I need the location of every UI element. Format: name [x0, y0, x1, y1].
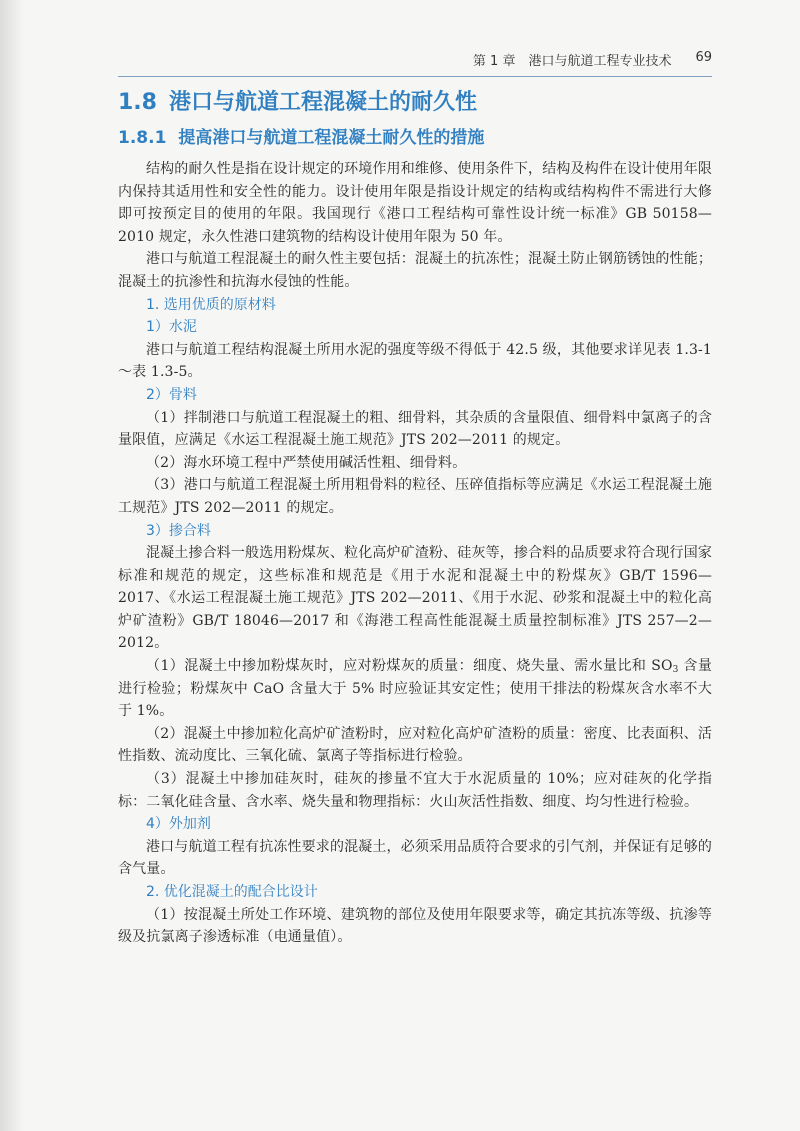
paragraph: （3）港口与航道工程混凝土所用粗骨料的粒径、压碎值指标等应满足《水运工程混凝土施工规范》JTS 202—2011 的规定。: [118, 477, 712, 516]
subitem-heading: 4）外加剂: [146, 816, 211, 833]
paragraph: 港口与航道工程有抗冻性要求的混凝土，必须采用品质符合要求的引气剂，并保证有足够的含气量。: [118, 838, 712, 878]
paragraph: 港口与航道工程结构混凝土所用水泥的强度等级不得低于 42.5 级，其他要求详见表 1.3-1～表 1.3-5。: [118, 341, 712, 381]
page-content: [118, 88, 712, 949]
page-gutter-shadow: [0, 0, 24, 1131]
item-heading: 1. 选用优质的原材料: [146, 296, 276, 313]
paragraph: （3）混凝土中掺加硅灰时，硅灰的掺量不宜大于水泥质量的 10%；应对硅灰的化学指标：二氧化硅含量、含水率、烧失量和物理指标：火山灰活性指数、细度、均匀性进行检验。: [118, 771, 712, 810]
section-number: 1.8: [118, 90, 157, 115]
subscript: 3: [672, 665, 679, 676]
paragraph: 结构的耐久性是指在设计规定的环境作用和维修、使用条件下，结构及构件在设计使用年限内保持其适用性和安全性的能力。设计使用年限是指设计规定的结构或结构构件不需进行大修即可按预定目的使用的年限。我国现行《港口工程结构可靠性设计统一标准》GB 50158—2010 规定，永久性港口建筑物的结构设计使用年限为 50 年。: [118, 161, 712, 245]
item-heading: 2. 优化混凝土的配合比设计: [146, 884, 318, 900]
paragraph: （2）混凝土中掺加粒化高炉矿渣粉时，应对粒化高炉矿渣粉的质量：密度、比表面积、活性指数、流动度比、三氧化硫、氯离子等指标进行检验。: [118, 725, 712, 765]
paragraph: 港口与航道工程混凝土的耐久性主要包括：混凝土的抗冻性；混凝土防止钢筋锈蚀的性能；混凝土的抗渗性和抗海水侵蚀的性能。: [118, 251, 712, 290]
section-heading: [118, 88, 712, 118]
paragraph-text: 含量进行检验；粉煤灰中 CaO 含量大于 5% 时应验证其安定性；使用干排法的粉煤灰含水率不大于 1%。: [118, 658, 712, 720]
paragraph-text: （1）混凝土中掺加粉煤灰时，应对粉煤灰的质量：细度、烧失量、需水量比和 SO: [146, 658, 673, 675]
section-title: 港口与航道工程混凝土的耐久性: [168, 90, 477, 115]
page-number: 69: [695, 50, 712, 65]
subsection-number: 1.8.1: [118, 128, 167, 148]
subitem-heading: 1）水泥: [146, 319, 197, 336]
paragraph: （1）拌制港口与航道工程混凝土的粗、细骨料，其杂质的含量限值、细骨料中氯离子的含量限值，应满足《水运工程混凝土施工规范》JTS 202—2011 的规定。: [118, 409, 712, 449]
subitem-heading: 2）骨料: [146, 386, 197, 403]
chapter-title: 第 1 章 港口与航道工程专业技术: [472, 54, 672, 69]
paragraph: （2）海水环境工程中严禁使用碱活性粗、细骨料。: [146, 454, 467, 471]
subsection-title: 提高港口与航道工程混凝土耐久性的措施: [178, 128, 485, 148]
subsection-heading: [118, 126, 712, 150]
paragraph: [118, 655, 712, 723]
paragraph: （1）按混凝土所处工作环境、建筑物的部位及使用年限要求等，确定其抗冻等级、抗渗等级及抗氯离子渗透标准（电通量值）。: [118, 906, 712, 946]
running-header: [118, 50, 712, 77]
subitem-heading: 3）掺合料: [146, 522, 211, 539]
paragraph: 混凝土掺合料一般选用粉煤灰、粒化高炉矿渣粉、硅灰等，掺合料的品质要求符合现行国家标准和规范的规定，这些标准和规范是《用于水泥和混凝土中的粉煤灰》GB/T 1596—2017、《水运工程混凝土施工规范》JTS 202—2011、《用于水泥、砂浆和混凝土中的粒化高炉矿渣粉》GB/T 18046—2017 和《海港工程高性能混凝土质量控制标准》JTS 257—2—2012。: [118, 545, 712, 652]
